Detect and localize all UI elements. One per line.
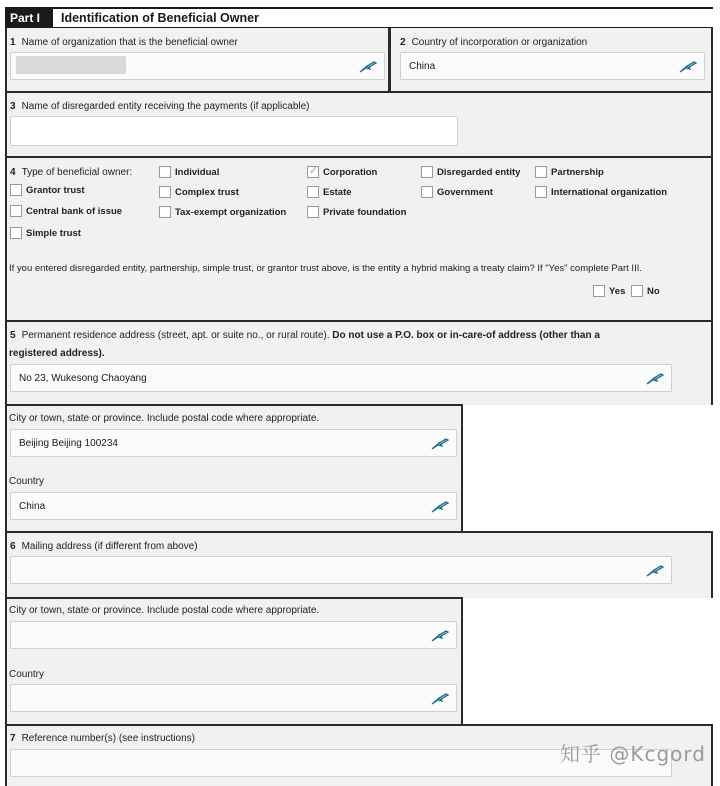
checkbox-complex-trust[interactable] [159, 186, 171, 198]
blank-area [463, 406, 711, 530]
option-estate-label: Estate [323, 187, 352, 198]
pen-icon[interactable] [430, 629, 450, 643]
checkbox-hybrid-no[interactable] [631, 285, 643, 297]
checkbox-central-bank-of-issue[interactable] [10, 205, 22, 217]
watermark: 知乎 @Kcgord [560, 742, 706, 766]
line-3-label: 3 Name of disregarded entity receiving the payments (if applicable) [10, 101, 310, 112]
hybrid-question: If you entered disregarded entity, partnership, simple trust, or grantor trust above, is the entity a hybrid making a treaty claim? If "Yes" complete Part III. [9, 263, 642, 274]
option-tax-exempt-label: Tax-exempt organization [175, 207, 287, 218]
mailing-country-field[interactable] [10, 684, 457, 712]
line-2-label: 2 Country of incorporation or organization [400, 37, 588, 48]
option-central-bank-label: Central bank of issue [26, 206, 123, 217]
hybrid-no-label: No [647, 286, 660, 297]
city-field[interactable]: Beijing Beijing 100234 [10, 429, 457, 457]
pen-icon[interactable] [430, 692, 450, 706]
beneficial-owner-name-field[interactable] [10, 52, 385, 80]
line-5-label-cont: registered address). [9, 348, 105, 359]
line-4-label: 4 Type of beneficial owner: [10, 167, 133, 178]
pen-icon[interactable] [678, 60, 698, 74]
pen-icon[interactable] [358, 60, 378, 74]
option-corporation-label: Corporation [323, 167, 378, 178]
checkbox-government[interactable] [421, 186, 433, 198]
option-individual-label: Individual [175, 167, 220, 178]
checkbox-estate[interactable] [307, 186, 319, 198]
checkbox-individual[interactable] [159, 166, 171, 178]
option-grantor-trust-label: Grantor trust [26, 185, 85, 196]
line-5-label: 5 Permanent residence address (street, apt. or suite no., or rural route). Do not use a P.O. box or in-care-of address (other than a [10, 330, 600, 341]
disregarded-entity-name-field[interactable] [10, 116, 458, 146]
pen-icon[interactable] [430, 437, 450, 451]
mailing-address-field[interactable] [10, 556, 672, 584]
section-line-4 [5, 156, 713, 321]
city-label: City or town, state or province. Include postal code where appropriate. [9, 413, 320, 424]
checkbox-corporation[interactable] [307, 166, 319, 178]
checkbox-tax-exempt-organization[interactable] [159, 206, 171, 218]
country-of-incorporation-field[interactable]: China [400, 52, 705, 80]
country-field[interactable]: China [10, 492, 457, 520]
option-international-organization-label: International organization [551, 187, 668, 198]
option-partnership-label: Partnership [551, 167, 604, 178]
redacted-name [16, 56, 126, 74]
checkbox-international-organization[interactable] [535, 186, 547, 198]
line-7-label: 7 Reference number(s) (see instructions) [10, 733, 195, 744]
mailing-city-label: City or town, state or province. Include postal code where appropriate. [9, 605, 320, 616]
part-header [5, 7, 713, 28]
blank-area [463, 599, 711, 723]
part-title: Identification of Beneficial Owner [61, 11, 259, 25]
line-1-label: 1 Name of organization that is the beneficial owner [10, 37, 238, 48]
option-private-foundation-label: Private foundation [323, 207, 407, 218]
permanent-address-field[interactable]: No 23, Wukesong Chaoyang [10, 364, 672, 392]
pen-icon[interactable] [645, 372, 665, 386]
option-government-label: Government [437, 187, 493, 198]
country-label: Country [9, 476, 45, 487]
option-disregarded-entity-label: Disregarded entity [437, 167, 521, 178]
mailing-country-label: Country [9, 669, 45, 680]
mailing-city-field[interactable] [10, 621, 457, 649]
pen-icon[interactable] [430, 500, 450, 514]
checkbox-partnership[interactable] [535, 166, 547, 178]
checkbox-disregarded-entity[interactable] [421, 166, 433, 178]
checkbox-grantor-trust[interactable] [10, 184, 22, 196]
checkbox-hybrid-yes[interactable] [593, 285, 605, 297]
hybrid-yes-label: Yes [609, 286, 626, 297]
checkbox-simple-trust[interactable] [10, 227, 22, 239]
checkbox-private-foundation[interactable] [307, 206, 319, 218]
option-complex-trust-label: Complex trust [175, 187, 239, 198]
part-label: Part I [5, 9, 53, 27]
pen-icon[interactable] [645, 564, 665, 578]
option-simple-trust-label: Simple trust [26, 228, 81, 239]
line-6-label: 6 Mailing address (if different from above) [10, 541, 198, 552]
